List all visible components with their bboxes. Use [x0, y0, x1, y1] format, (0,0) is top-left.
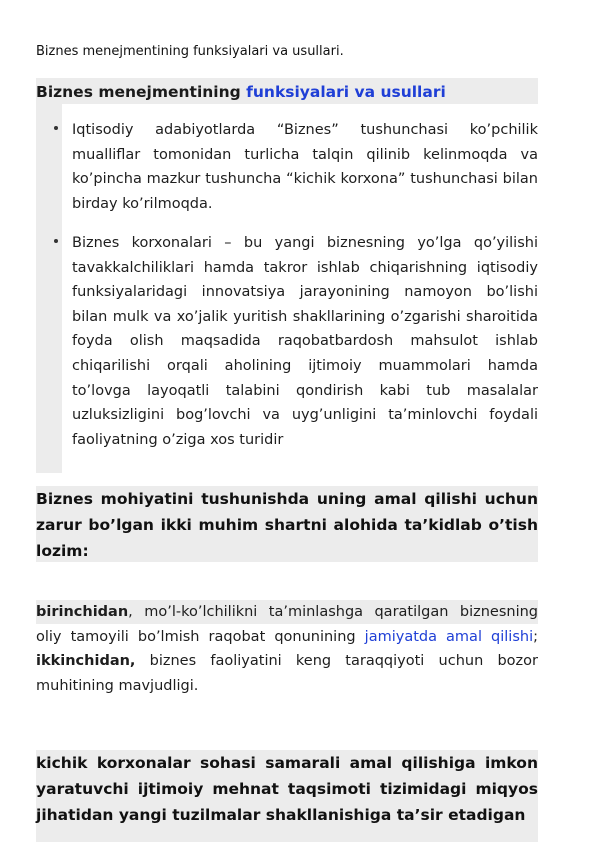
document-title: Biznes menejmentining funksiyalari va usullari. [36, 44, 344, 59]
first-text: , mo’l-ko’lchilikni ta’minlashga qaratilgan biznesning oliy tamoyili bo’lmish raqobat qonunining [36, 604, 538, 645]
first-label: birinchidan [36, 604, 129, 620]
list-item [36, 231, 538, 452]
heading-text: Biznes menejmentining [36, 83, 247, 101]
bullet-icon [54, 126, 58, 130]
conditions-paragraph [36, 600, 538, 698]
list-item-text: Iqtisodiy adabiyotlarda “Biznes” tushunchasi ko’pchilik mualliflar tomonidan turlicha talqin qilinib kelinmoqda va ko’pincha mazkur tushuncha “kichik korxona” tushunchasi bilan birday ko’rilmoqda. [72, 122, 538, 212]
highlighted-statement: Biznes mohiyatini tushunishda uning amal qilishi uchun zarur bo’lgan ikki muhim shartni alohida ta’kidlab o’tish lozim: [36, 486, 538, 562]
bullet-icon [54, 239, 58, 243]
inline-link[interactable]: jamiyatda amal qilishi [364, 628, 534, 645]
section-heading [36, 78, 538, 104]
second-label: ikkinchidan, [36, 653, 136, 670]
highlighted-statement-bottom: kichik korxonalar sohasi samarali amal qilishiga imkon yaratuvchi ijtimoiy mehnat taqsimoti tizimidagi miqyos jihatidan yangi tuzilmalar shakllanishiga ta’sir etadigan [36, 750, 538, 842]
list-item-text: Biznes korxonalari – bu yangi biznesning yo’lga qo’yilishi tavakkalchiliklari hamda takror ishlab chiqarishning iqtisodiy funksiyalaridagi innovatsiya jarayonining namoyon bo’lishi bilan mulk va xo’jalik yuritish shakllarining o’zgarishi sharoitida foyda olish maqsadida raqobatbardosh mahsulot ishlab chiqarilishi orqali aholining ijtimoiy muammolari hamda to’lovga layoqatli talabini qondirish kabi tub masalalar uzluksizligini bog’lovchi va uyg’unligini ta’minlovchi foydali faoliyatning o’ziga xos turidir [72, 235, 538, 448]
heading-link-text[interactable]: funksiyalari va usullari [246, 83, 446, 101]
second-text: biznes faoliyatini keng taraqqiyoti uchun bozor muhitining mavjudligi. [36, 653, 538, 694]
separator-text: ; [533, 628, 538, 645]
list-item [36, 118, 538, 216]
